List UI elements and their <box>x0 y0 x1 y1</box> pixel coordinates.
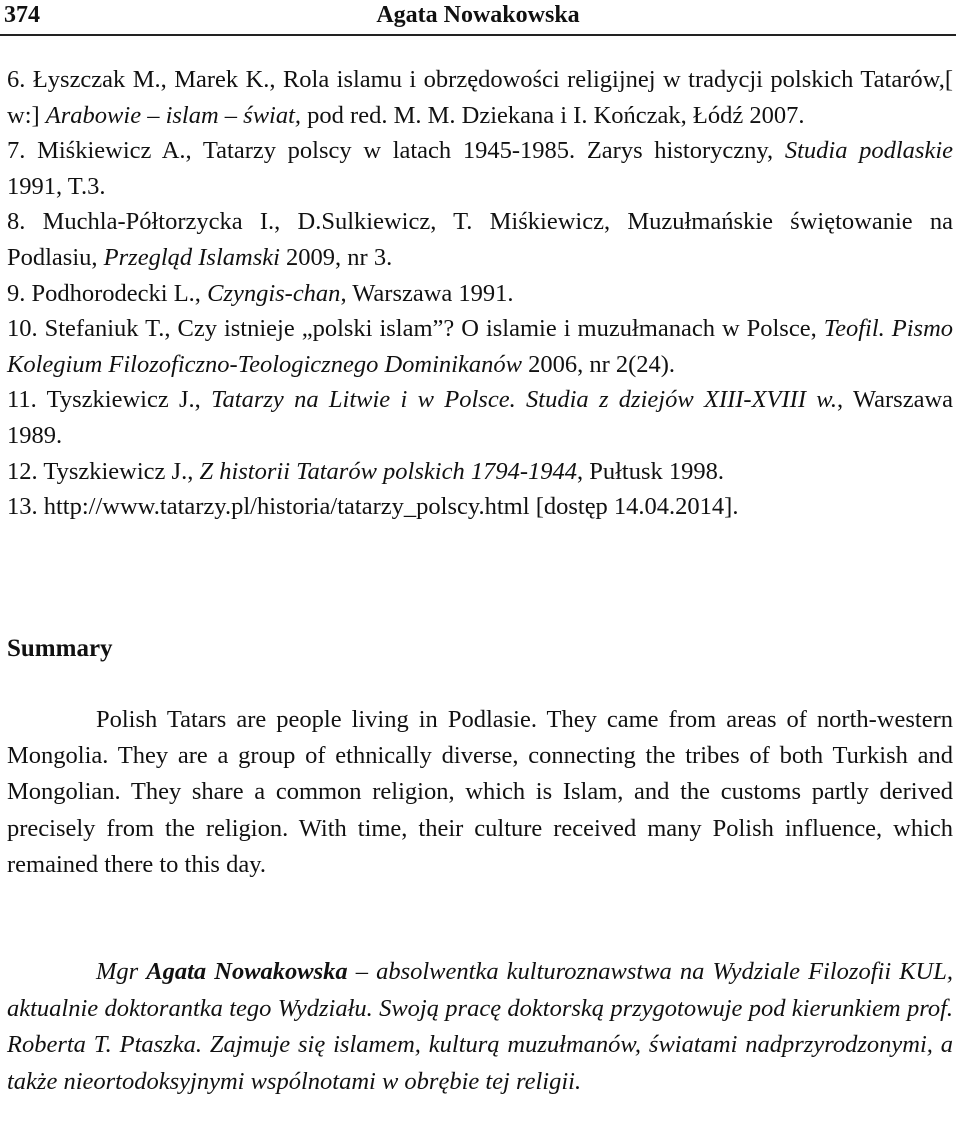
running-title: Agata Nowakowska <box>376 2 580 28</box>
reference-number: 9. <box>7 279 26 307</box>
reference-italic-title: Z historii Tatarów polskich 1794-1944 <box>199 457 577 485</box>
reference-publication: 2006, nr 2(24). <box>521 350 676 378</box>
summary-paragraph: Polish Tatars are people living in Podlasie. They came from areas of north-western Mongolia. They are a group of ethnically diverse, connecting the tribes of both Turkish and Mongolian. They share a common religion, which is Islam, and the customs partly derived precisely from the religion. With time, their culture received many Polish influence, which remained there to this day. <box>7 706 953 878</box>
reference-title <box>201 386 211 413</box>
author-bio <box>7 954 953 1100</box>
reference-italic-title: Teofil. Pismo Kolegium Filozoficzno-Teologicznego Dominikanów <box>7 315 954 378</box>
reference-title: Czy istnieje „polski islam”? O islamie i muzułmanach w Polsce, <box>170 315 824 343</box>
reference-item <box>7 62 953 133</box>
reference-item <box>7 133 953 204</box>
reference-item <box>7 382 953 453</box>
reference-publication: 2009, nr 3. <box>279 243 393 271</box>
reference-title: Muzułmańskie świętowanie na Podlasiu, <box>7 208 954 271</box>
reference-number: 13. <box>7 493 38 521</box>
reference-author: Muchla-Półtorzycka I., D.Sulkiewicz, T. Miśkiewicz, <box>42 208 611 236</box>
reference-title: Tatarzy polscy w latach 1945-1985. Zarys historyczny, <box>191 137 785 165</box>
reference-publication: , Pułtusk 1998. <box>577 457 725 485</box>
reference-author: Łyszczak M., Marek K., <box>32 66 276 93</box>
bio-degree: Mgr <box>96 958 147 985</box>
reference-access-date: [dostęp 14.04.2014]. <box>529 493 739 521</box>
page-number: 374 <box>4 2 40 28</box>
reference-url: http://www.tatarzy.pl/historia/tatarzy_polscy.html <box>43 493 530 521</box>
reference-list <box>7 62 953 525</box>
reference-publication: , Warszawa 1991. <box>340 279 514 307</box>
running-header <box>0 0 956 36</box>
summary-heading: Summary <box>7 635 113 662</box>
reference-author: Miśkiewicz A., <box>37 137 192 165</box>
reference-number: 7. <box>7 137 26 165</box>
reference-number: 8. <box>7 208 26 236</box>
reference-italic-title: Studia podlaskie <box>784 137 954 165</box>
reference-italic-title: Przegląd Islamski <box>103 243 280 271</box>
reference-number: 10. <box>7 315 38 343</box>
reference-item <box>7 204 953 275</box>
reference-publication: pod red. M. M. Dziekana i I. Kończak, Łódź 2007. <box>301 101 805 129</box>
bio-text: – absolwentka kulturoznawstwa na Wydziale Filozofii KUL, aktualnie doktorantka tego Wydziału. Swoją pracę doktorską przygotowuje pod kierunkiem prof. Roberta T. Ptaszka. Zajmuje się islamem, kulturą muzułmanów, światami nadprzyrodzonymi, a także nieortodoksyjnymi wspólnotami w obrębie tej religii. <box>7 958 953 1095</box>
reference-number: 6. <box>7 66 26 93</box>
reference-item <box>7 311 953 382</box>
reference-publication: , Warszawa 1989. <box>7 386 954 449</box>
bio-author-name: Agata Nowakowska <box>146 958 348 985</box>
reference-number: 12. <box>7 457 38 485</box>
reference-author: Stefaniuk T., <box>44 315 171 343</box>
reference-item <box>7 489 953 525</box>
reference-item <box>7 276 953 312</box>
reference-publication: 1991, T.3. <box>7 172 106 200</box>
reference-author: Tyszkiewicz J., <box>43 457 194 485</box>
reference-title: Rola islamu i obrzędowości religijnej w tradycji polskich Tatarów,[ w:] <box>7 66 954 129</box>
reference-number: 11. <box>7 386 37 414</box>
reference-italic-title: Arabowie – islam – świat, <box>45 101 302 129</box>
reference-italic-title: Tatarzy na Litwie i w Polsce. Studia z dziejów XIII-XVIII w. <box>211 386 837 414</box>
reference-author: Tyszkiewicz J., <box>46 386 201 414</box>
reference-item <box>7 454 953 490</box>
reference-italic-title: Czyngis-chan <box>207 279 341 307</box>
reference-author: Podhorodecki L., <box>31 279 201 307</box>
